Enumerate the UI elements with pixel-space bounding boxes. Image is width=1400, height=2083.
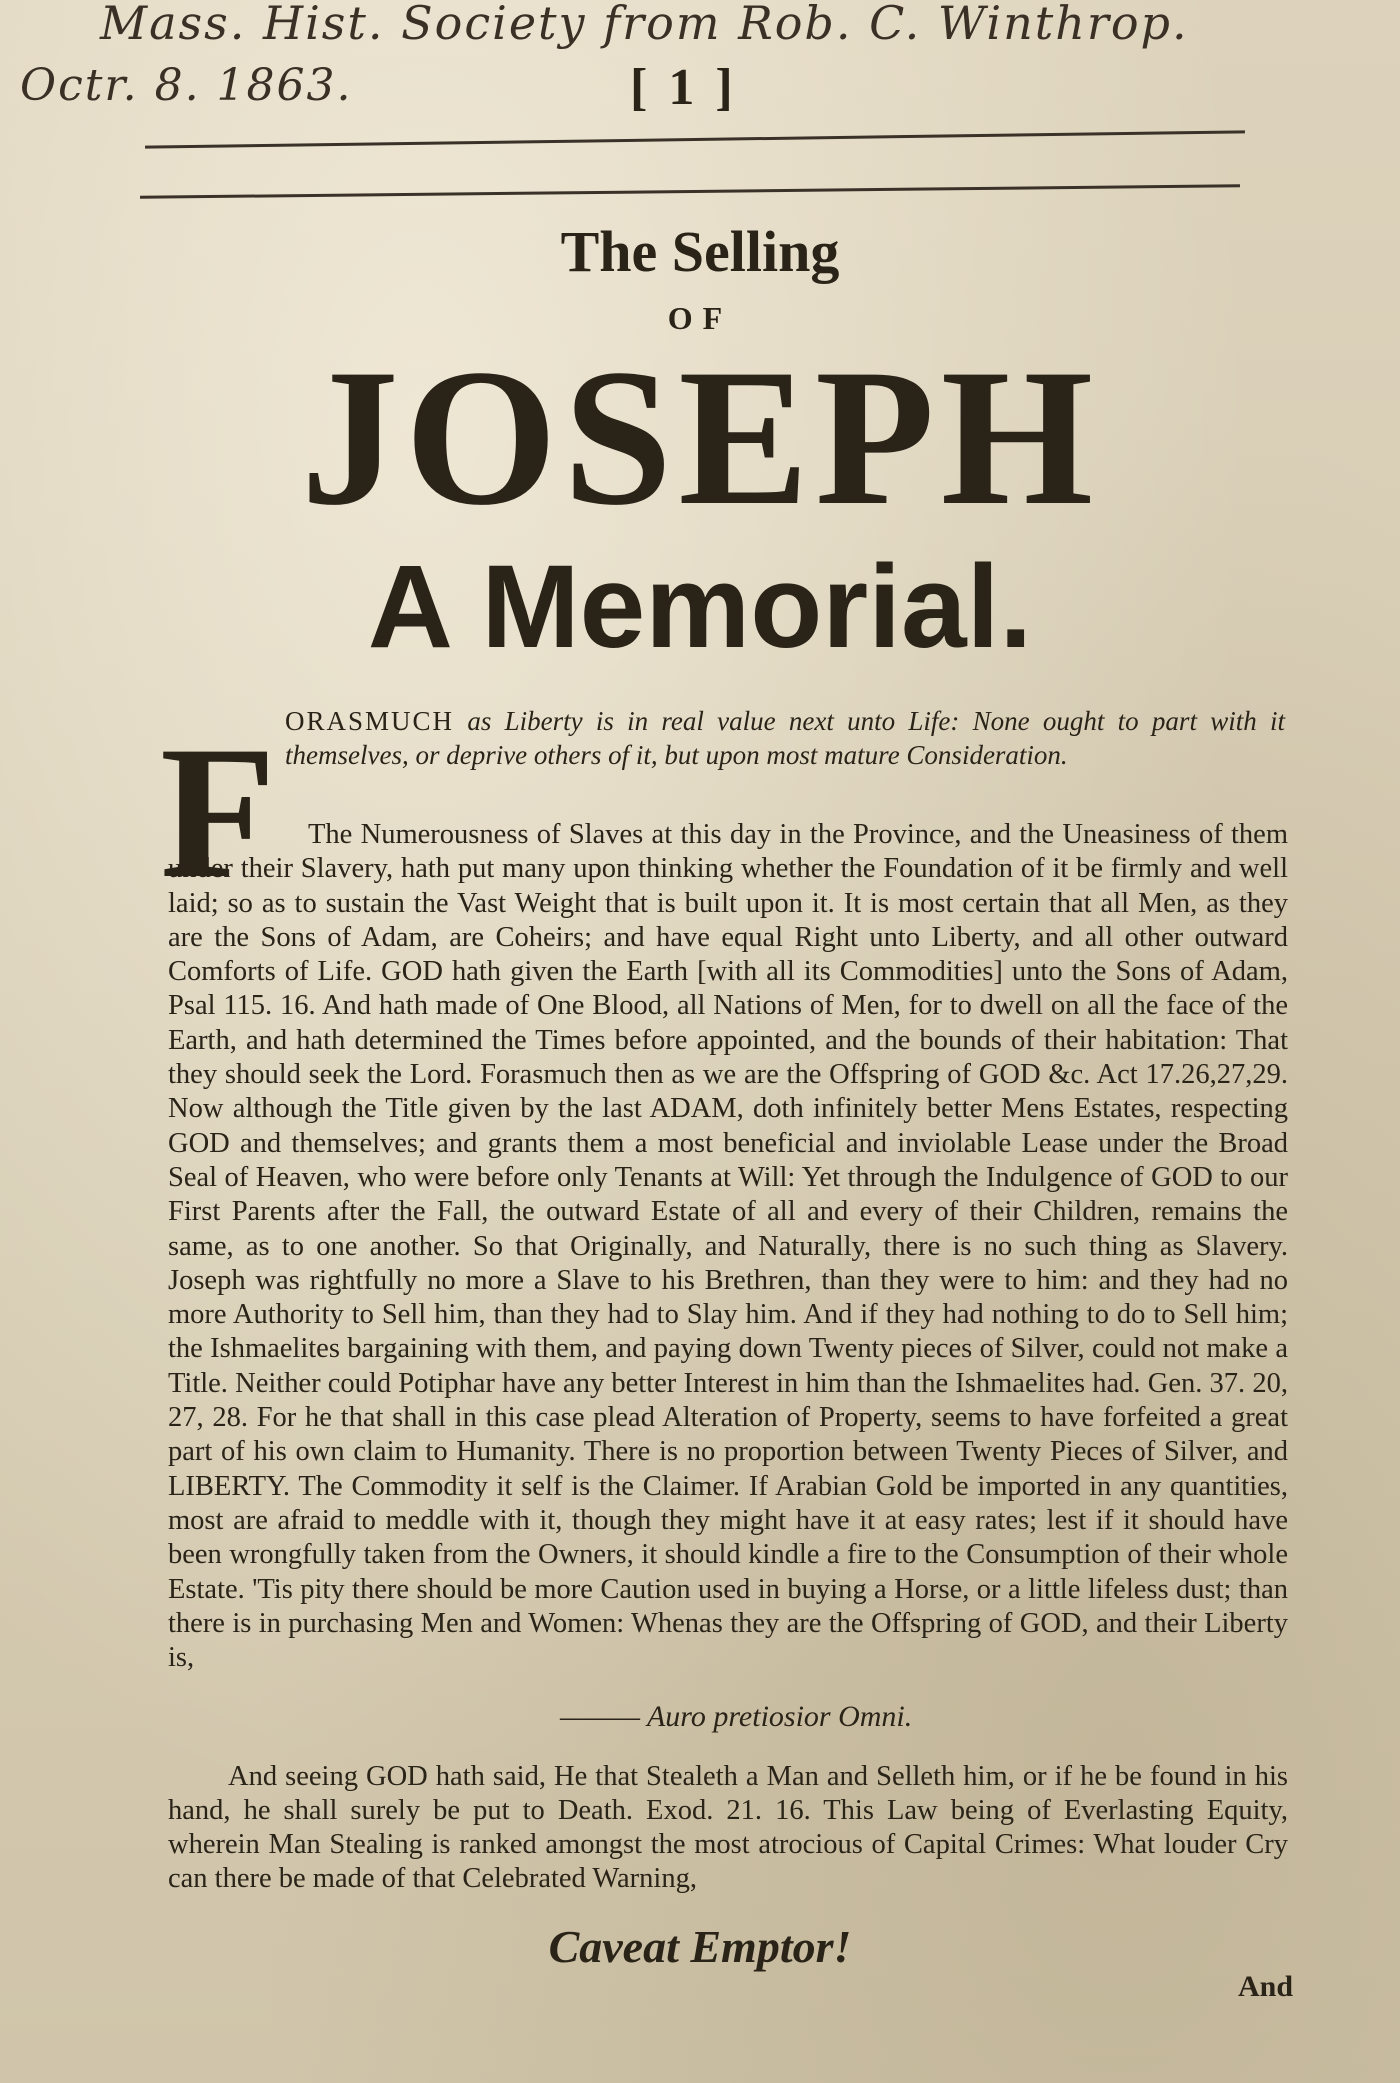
intro-text: as Liberty is in real value next unto Life: None ought to part with it themselves, or deprive others of it, but upon most mature Consideration. <box>285 706 1285 770</box>
handwritten-provenance-note: Mass. Hist. Society from Rob. C. Winthrop. <box>100 0 1189 50</box>
handwritten-date: Octr. 8. 1863. <box>20 60 353 111</box>
title-the-selling: The Selling <box>560 219 840 284</box>
intro-paragraph <box>285 704 1285 772</box>
title-joseph: JOSEPH <box>300 329 1100 546</box>
top-rule <box>145 130 1245 148</box>
page-number: [ 1 ] <box>630 59 737 116</box>
intro-lead-word: ORASMUCH <box>285 706 455 736</box>
drop-cap: F <box>160 708 277 918</box>
catchword: And <box>1238 1970 1294 2003</box>
title-a-memorial: A Memorial. <box>367 541 1033 673</box>
second-rule <box>140 184 1240 199</box>
latin-quote: ——— Auro pretiosior Omni. <box>560 1700 913 1733</box>
title-of: OF <box>667 300 733 336</box>
body-paragraph-1: The Numerousness of Slaves at this day in the Province, and the Uneasiness of them under their Slavery, hath put many upon thinking whether the Foundation of it be firmly and well laid; so as to sustain the Vast Weight that is built upon it. It is most certain that all Men, as they are the Sons of Adam, are Coheirs; and have equal Right unto Liberty, and all other outward Comforts of Life. GOD hath given the Earth [with all its Commodities] unto the Sons of Adam, Psal 115. 16. And hath made of One Blood, all Nations of Men, for to dwell on all the face of the Earth, and hath determined the Times before appointed, and the bounds of their habitation: That they should seek the Lord. Forasmuch then as we are the Offspring of GOD &c. Act 17.26,27,29. Now although the Title given by the last ADAM, doth infinitely better Mens Estates, respecting GOD and themselves; and grants them a most beneficial and inviolable Lease under the Broad Seal of Heaven, who were before only Tenants at Will: Yet through the Indulgence of GOD to our First Parents after the Fall, the outward Estate of all and every of their Children, remains the same, as to one another. So that Originally, and Naturally, there is no such thing as Slavery. Joseph was rightfully no more a Slave to his Brethren, than they were to him: and they had no more Authority to Sell him, than they had to Slay him. And if they had nothing to do to Sell him; the Ishmaelites bargaining with them, and paying down Twenty pieces of Silver, could not make a Title. Neither could Potiphar have any better Interest in him than the Ishmaelites had. Gen. 37. 20, 27, 28. For he that shall in this case plead Alteration of Property, seems to have forfeited a great part of his own claim to Humanity. There is no proportion between Twenty Pieces of Silver, and LIBERTY. The Commodity it self is the Claimer. If Arabian Gold be imported in any quantities, most are afraid to meddle with it, though they might have it at easy rates; lest if it should have been wrongfully taken from the Owners, it should kindle a fire to the Consumption of their whole Estate. 'Tis pity there should be more Caution used in buying a Horse, or a little lifeless dust; than there is in purchasing Men and Women: Whenas they are the Offspring of GOD, and their Liberty is, <box>168 819 1288 1674</box>
caveat-emptor: Caveat Emptor! <box>548 1921 852 1972</box>
body-paragraph-2: And seeing GOD hath said, He that Stealeth a Man and Selleth him, or if he be found in his hand, he shall surely be put to Death. Exod. 21. 16. This Law being of Everlasting Equity, wherein Man Stealing is ranked amongst the most atrocious of Capital Crimes: What louder Cry can there be made of that Celebrated Warning, <box>168 1761 1288 1894</box>
